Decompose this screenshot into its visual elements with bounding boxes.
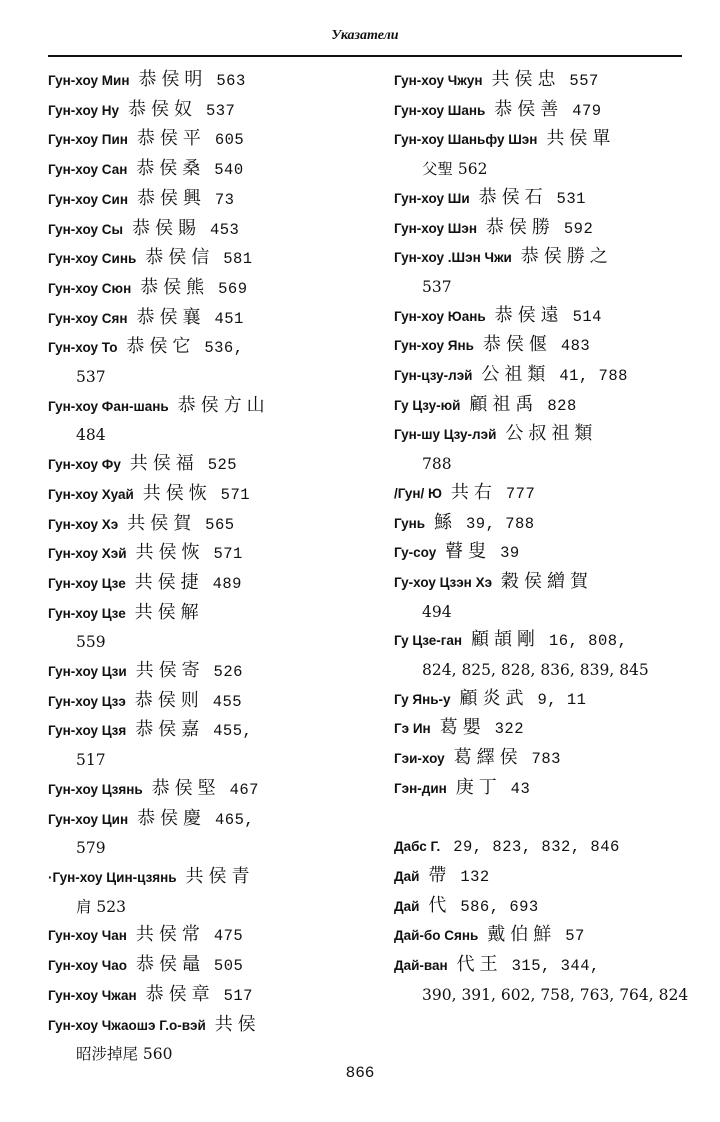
entry-pages: 540 xyxy=(214,161,244,180)
entry-pages: 322 xyxy=(494,720,524,739)
index-entry xyxy=(394,538,694,568)
entry-characters: 恭侯信 xyxy=(145,247,215,269)
index-entry xyxy=(48,392,348,450)
index-entry xyxy=(394,479,694,509)
index-entry xyxy=(48,921,348,951)
entry-characters: 恭侯熊 xyxy=(140,276,210,298)
entry-characters: 恭侯善 xyxy=(494,98,564,120)
entry-characters: 恭侯则 xyxy=(134,689,204,711)
entry-pages: 43 xyxy=(510,779,531,798)
index-entry xyxy=(48,304,348,334)
entry-pages: 73 xyxy=(214,190,235,209)
entry-characters: 公祖類 xyxy=(481,364,551,386)
entry-pages: 467 xyxy=(229,780,259,799)
index-entry xyxy=(394,509,694,539)
page-number: 866 xyxy=(345,1064,375,1082)
entry-name: Гу Янь-у xyxy=(394,691,451,707)
entry-continuation: 788 xyxy=(422,455,452,474)
entry-pages: 783 xyxy=(531,750,561,769)
entry-characters: 顧祖禹 xyxy=(469,393,539,415)
entry-characters: 共侯解 xyxy=(134,601,204,623)
entry-name: Гун-хоу Фу xyxy=(48,457,121,473)
entry-pages: 57 xyxy=(565,927,585,946)
entry-name: Гу Цзе-ган xyxy=(394,633,463,649)
entry-pages: 581 xyxy=(223,250,253,269)
entry-continuation: 517 xyxy=(76,751,106,770)
entry-continuation: 579 xyxy=(76,839,106,858)
entry-name: Гун-хоу Цзе xyxy=(48,575,126,591)
entry-name: Гун-хоу Цзе xyxy=(48,605,126,621)
entry-name: Гун-хоу Ну xyxy=(48,102,120,118)
entry-continuation: 父聖 562 xyxy=(422,160,488,179)
entry-continuation: 537 xyxy=(76,368,106,387)
entry-pages: 315, 344, xyxy=(511,957,600,976)
entry-name: Гун-хоу Чан xyxy=(48,928,127,944)
entry-pages: 9, 11 xyxy=(537,690,587,709)
entry-pages: 41, 788 xyxy=(559,367,628,386)
index-entry xyxy=(394,714,694,744)
entry-continuation: 390, 391, 602, 758, 763, 764, 824 xyxy=(422,985,689,1004)
index-entry xyxy=(48,66,348,96)
entry-pages: 592 xyxy=(563,219,594,238)
entry-pages: 536, xyxy=(204,339,244,358)
index-entry xyxy=(394,331,694,361)
entry-pages: 526 xyxy=(213,663,243,682)
entry-name: Дабс Г. xyxy=(394,839,441,855)
entry-pages: 453 xyxy=(209,220,240,239)
entry-pages: 505 xyxy=(213,957,244,976)
entry-name: Гун-хоу Шань xyxy=(394,102,486,118)
index-entry xyxy=(394,832,694,862)
entry-name: Гун-хоу Чжан xyxy=(48,987,137,1003)
index-entry xyxy=(48,185,348,215)
entry-pages: 475 xyxy=(213,927,244,946)
entry-name: Гун-хоу Ши xyxy=(394,190,470,206)
entry-characters: 穀侯繒賀 xyxy=(500,570,593,592)
entry-name: Гун-хоу Цин xyxy=(48,811,129,827)
entry-characters: 恭侯慶 xyxy=(137,807,207,829)
entry-characters: 恭侯章 xyxy=(145,983,215,1005)
entry-pages: 777 xyxy=(505,484,536,503)
entry-name: Гун-хоу Чао xyxy=(48,958,128,974)
entry-characters: 恭侯嘉 xyxy=(135,719,205,741)
entry-characters: 恭侯方山 xyxy=(177,394,270,416)
entry-name: Гун-хоу Синь xyxy=(48,251,137,267)
index-entry xyxy=(394,951,694,1009)
entry-pages: 39 xyxy=(500,544,520,563)
index-entry xyxy=(48,510,348,540)
index-entry xyxy=(48,244,348,274)
entry-characters: 葛嬰 xyxy=(439,717,486,739)
index-entry xyxy=(394,420,694,478)
entry-characters: 恭侯勝之 xyxy=(520,246,613,268)
entry-characters: 共侯恢 xyxy=(135,542,205,564)
entry-name: Гун-хоу .Шэн Чжи xyxy=(394,250,512,266)
entry-name: Дай xyxy=(394,868,420,884)
entry-name: Гэи-хоу xyxy=(394,751,445,767)
entry-pages: 29, 823, 832, 846 xyxy=(453,838,620,857)
entry-pages: 569 xyxy=(218,279,248,298)
entry-characters: 帶 xyxy=(428,864,452,886)
entry-characters: 代 xyxy=(428,894,452,916)
header-rule xyxy=(48,55,682,57)
index-entry xyxy=(48,951,348,981)
entry-characters: 恭侯石 xyxy=(478,186,548,208)
entry-characters: 公叔祖類 xyxy=(505,423,598,445)
entry-name: Гун-хоу Чжун xyxy=(394,73,483,88)
entry-name: Гэн-дин xyxy=(394,780,447,796)
index-entry xyxy=(48,599,348,657)
entry-name: Гун-хоу Хуай xyxy=(48,486,134,502)
entry-name: Гун-хоу Пин xyxy=(48,132,128,148)
entry-continuation: 肩 523 xyxy=(76,897,127,916)
entry-characters: 共侯單 xyxy=(546,128,616,150)
entry-characters: 恭侯鼂 xyxy=(135,954,205,976)
index-entry xyxy=(48,863,348,921)
index-entry xyxy=(48,687,348,717)
entry-name: Гун-хоу Шэн xyxy=(394,220,477,236)
entry-characters: 恭侯遠 xyxy=(494,304,564,326)
index-entry xyxy=(48,274,348,304)
entry-name: Гун-шу Цзу-лэй xyxy=(394,427,497,443)
index-entry xyxy=(48,805,348,863)
entry-name: Гун-хоу Сы xyxy=(48,221,124,237)
index-entry xyxy=(394,774,694,804)
index-entry xyxy=(394,214,694,244)
entry-characters: 顧炎武 xyxy=(459,687,529,709)
entry-pages: 451 xyxy=(214,309,244,328)
entry-pages: 828 xyxy=(547,396,577,415)
entry-name: Гу Цзу-юй xyxy=(394,397,461,413)
entry-characters: 恭侯平 xyxy=(136,128,206,150)
entry-pages: 557 xyxy=(569,72,599,90)
entry-characters: 共右 xyxy=(450,481,497,503)
entry-pages: 563 xyxy=(216,72,246,90)
index-entry xyxy=(48,333,348,391)
entry-name: Гун-хоу Цзя xyxy=(48,723,127,739)
entry-characters: 恭侯它 xyxy=(126,336,196,358)
entry-name: Гун-хоу Сян xyxy=(48,310,128,326)
entry-name: Гун-хоу Фан-шань xyxy=(48,398,169,414)
index-entry xyxy=(394,685,694,715)
entry-name: Гунь xyxy=(394,515,426,531)
entry-pages: 16, 808, xyxy=(548,632,628,651)
index-entry xyxy=(394,96,694,126)
entry-pages: 571 xyxy=(220,485,251,504)
entry-characters: 恭侯興 xyxy=(136,187,206,209)
left-index-column xyxy=(48,66,348,1069)
entry-characters: 顧頡剛 xyxy=(471,629,541,651)
entry-name: Гун-хоу Янь xyxy=(394,338,474,354)
entry-continuation: 559 xyxy=(76,633,106,652)
index-entry xyxy=(48,539,348,569)
entry-name: Гун-хоу Чжаошэ Г.о-вэй xyxy=(48,1017,206,1033)
entry-continuation: 494 xyxy=(422,602,452,621)
entry-characters: 葛繹侯 xyxy=(453,747,523,769)
entry-characters: 恭侯堅 xyxy=(151,777,221,799)
index-entry xyxy=(394,744,694,774)
entry-name: Гун-хоу Цзи xyxy=(48,664,127,680)
running-header: Указатели xyxy=(331,28,399,43)
entry-pages: 517 xyxy=(223,986,253,1005)
index-entry xyxy=(48,450,348,480)
entry-characters: 恭侯奴 xyxy=(128,98,197,120)
entry-name: Гун-хоу Хэй xyxy=(48,546,127,562)
index-entry xyxy=(48,981,348,1011)
entry-characters: 恭侯襄 xyxy=(136,306,206,328)
entry-characters: 共侯青 xyxy=(185,865,255,887)
index-entry xyxy=(48,96,348,126)
index-entry xyxy=(394,921,694,951)
entry-characters: 恭侯偃 xyxy=(482,334,552,356)
index-entry xyxy=(394,892,694,922)
entry-characters: 恭侯桑 xyxy=(136,158,206,180)
entry-pages: 605 xyxy=(214,131,245,150)
index-entry xyxy=(48,716,348,774)
entry-continuation: 昭涉掉尾 560 xyxy=(76,1045,173,1064)
index-entry xyxy=(48,125,348,155)
index-entry xyxy=(394,391,694,421)
index-entry xyxy=(48,657,348,687)
entry-pages: 483 xyxy=(560,337,591,356)
entry-characters: 瞽叟 xyxy=(445,541,492,563)
entry-characters: 代王 xyxy=(456,954,503,976)
entry-name: Гун-хоу Син xyxy=(48,191,128,207)
entry-pages: 531 xyxy=(556,189,586,208)
index-entry xyxy=(394,862,694,892)
entry-name: Гэ Ин xyxy=(394,721,431,737)
entry-name: Дай-бо Сянь xyxy=(394,928,479,944)
entry-characters: 庚丁 xyxy=(455,776,502,798)
entry-name: Гун-хоу То xyxy=(48,340,118,356)
index-entry xyxy=(394,184,694,214)
index-entry xyxy=(394,302,694,332)
index-entry xyxy=(394,626,694,684)
entry-pages: 465, xyxy=(215,810,255,829)
index-entry xyxy=(394,568,694,626)
entry-continuation: 824, 825, 828, 836, 839, 845 xyxy=(422,661,649,680)
entry-characters: 恭侯勝 xyxy=(485,216,555,238)
entry-pages: 565 xyxy=(205,515,235,534)
index-entry xyxy=(394,66,694,96)
index-entry xyxy=(48,1011,348,1069)
entry-pages: 479 xyxy=(572,101,602,120)
index-entry xyxy=(394,361,694,391)
right-index-column xyxy=(394,66,694,1009)
entry-name: Гун-хоу Сюн xyxy=(48,280,132,296)
entry-pages: 586, 693 xyxy=(460,897,539,916)
entry-pages: 455 xyxy=(212,692,243,711)
entry-name: Гу-соу xyxy=(394,545,437,561)
index-entry xyxy=(48,155,348,185)
entry-pages: 571 xyxy=(213,545,243,564)
entry-name: Гун-хоу Сан xyxy=(48,162,128,178)
entry-name: Дай-ван xyxy=(394,958,448,974)
entry-characters: 鯀 xyxy=(434,511,458,533)
entry-characters: 共侯忠 xyxy=(491,69,561,90)
entry-pages: 455, xyxy=(213,722,253,741)
entry-name: Гун-хоу Хэ xyxy=(48,516,119,532)
entry-pages: 489 xyxy=(212,574,242,593)
entry-name: Гун-хоу Цзянь xyxy=(48,781,143,797)
entry-characters: 共侯寄 xyxy=(135,660,205,682)
entry-characters: 共侯常 xyxy=(135,924,205,946)
entry-name: Гун-хоу Юань xyxy=(394,308,486,324)
entry-pages: 537 xyxy=(205,101,236,120)
index-entry xyxy=(394,125,694,183)
entry-name: Дай xyxy=(394,898,420,914)
index-entry xyxy=(48,480,348,510)
entry-characters: 恭侯賜 xyxy=(132,217,202,239)
index-entry xyxy=(394,243,694,301)
entry-name: Гун-цзу-лэй xyxy=(394,368,473,384)
entry-characters: 戴伯鮮 xyxy=(487,924,557,946)
entry-name: Гу-хоу Цзэн Хэ xyxy=(394,574,493,590)
entry-characters: 共侯福 xyxy=(129,453,199,475)
index-entry xyxy=(48,569,348,599)
entry-characters: 恭侯明 xyxy=(138,69,208,90)
entry-name: /Гун/ Ю xyxy=(394,485,442,501)
entry-name: Гун-хоу Мин xyxy=(48,73,130,88)
entry-name: ·Гун-хоу Цин-цзянь xyxy=(48,869,177,885)
entry-characters: 共侯捷 xyxy=(134,571,204,593)
index-entry xyxy=(48,215,348,245)
entry-characters: 共侯賀 xyxy=(127,512,197,534)
index-entry xyxy=(48,775,348,805)
section-gap xyxy=(394,804,694,833)
entry-name: Гун-хоу Цзэ xyxy=(48,693,126,709)
entry-characters: 共侯 xyxy=(214,1013,261,1035)
entry-name: Гун-хоу Шаньфу Шэн xyxy=(394,132,538,148)
entry-pages: 514 xyxy=(572,307,602,326)
entry-pages: 132 xyxy=(460,867,490,886)
entry-continuation: 484 xyxy=(76,426,106,445)
entry-pages: 525 xyxy=(207,456,238,475)
entry-pages: 39, 788 xyxy=(465,514,535,533)
entry-continuation: 537 xyxy=(422,277,452,296)
entry-characters: 共侯恢 xyxy=(142,482,212,504)
